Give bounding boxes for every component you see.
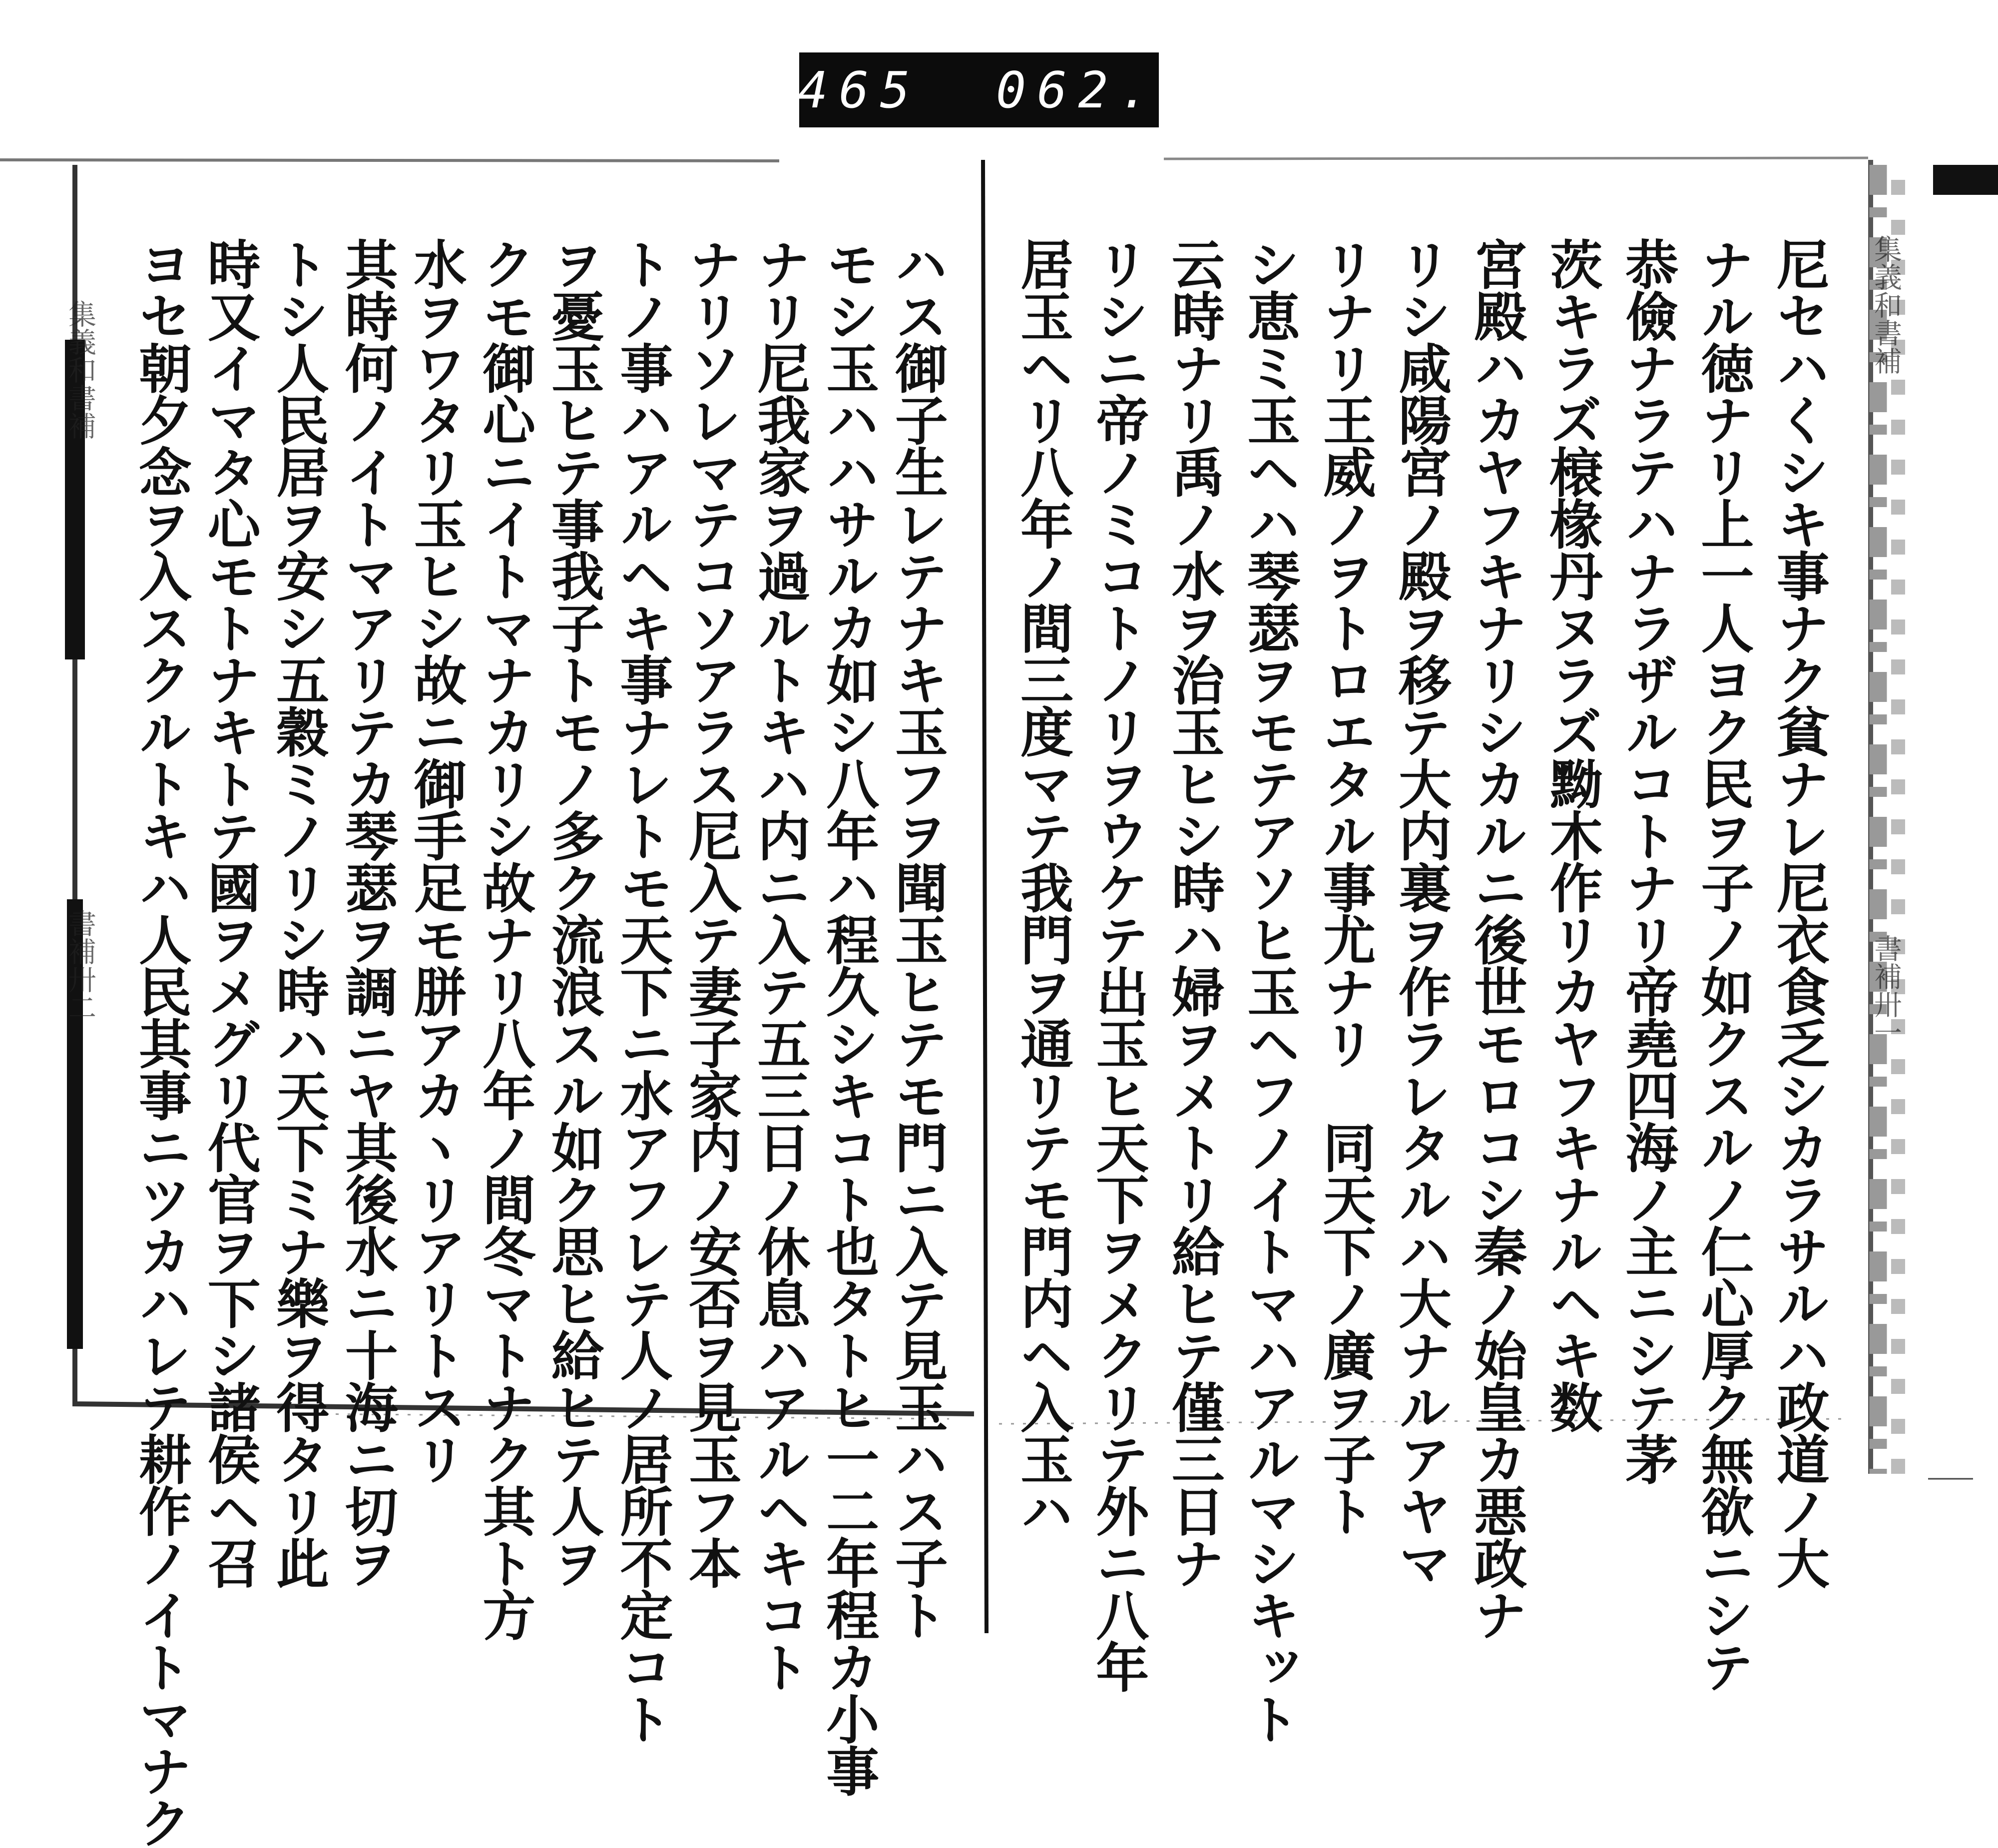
right-margin-title: 集義和書補 [1870, 235, 1902, 375]
text-column: ハス御子生レテナキ玉フヲ聞玉ヒテモ門ニ入テ見玉ハス子ト [886, 237, 949, 1640]
frame-number: 062. [996, 60, 1160, 119]
text-column: クモ御心ニイトマナカリシ故ナリ八年ノ間冬マトナク其ト方 [474, 237, 537, 1640]
text-column: 尼セハくシキ事ナク貧ナレ尼衣食乏シカラサルハ政道ノ大 [1768, 237, 1831, 1588]
right-page [997, 150, 1846, 1744]
text-column: 茨キラズ榱椽丹ヌラズ黝木作リカヤフキナルヘキ数 [1541, 237, 1604, 1432]
text-column: トノ事ハアルヘキ事ナレトモ天下ニ水アフレテ人ノ居所不定コト [611, 237, 674, 1744]
left-margin-title: 集義和書補 [64, 300, 96, 440]
right-margin-folio: 書補卅一 [1870, 934, 1902, 1046]
text-column: ナリソレマテコソアラス尼入テ妻子家内ノ安否ヲ見玉フ本 [680, 237, 743, 1588]
text-column: 居玉ヘリ八年ノ間三度マテ我門ヲ通リテモ門内ヘ入玉ハ [1012, 237, 1074, 1536]
text-column: リシニ帝ノミコトノリヲウケテ出玉ヒ天下ヲメクリテ外ニ八年 [1087, 237, 1150, 1692]
text-column: 云時ナリ禹ノ水ヲ治玉ヒシ時ハ婦ヲメトリ給ヒテ僅三日ナ [1163, 237, 1226, 1588]
text-column: モシ玉ハハサルカ如シ八年ハ程久シキコト也タトヒ一二年程カ小事 [818, 237, 881, 1796]
text-column: 宮殿ハカヤフキナリシカルニ後世モロコシ秦ノ始皇カ悪政ナ [1466, 237, 1528, 1640]
text-column: リシ咸陽宮ノ殿ヲ移テ大内裏ヲ作ラレタルハ大ナルアヤマ [1390, 237, 1453, 1588]
left-margin-folio: 書補卅二 [64, 909, 96, 1021]
text-column: トシ人民居ヲ安シ五穀ミノリシ時ハ天下ミナ樂ヲ得タリ此 [268, 237, 331, 1588]
text-column: ナル徳ナリ上一人ヨク民ヲ子ノ如クスルノ仁心厚ク無欲ニシテ [1692, 237, 1755, 1692]
left-page-columns [130, 237, 949, 1848]
text-column: 水ヲワタリ玉ヒシ故ニ御手足モ胼アカヽリアリトスリ [405, 237, 468, 1484]
reel-number: 465 [798, 60, 921, 119]
text-column: 時又イマタ心モトナキトテ國ヲメグリ代官ヲ下シ諸侯ヘ召 [199, 237, 262, 1588]
text-column: ナリ尼我家ヲ過ルトキハ内ニ入テ五三日ノ休息ハアルヘキコト [749, 237, 812, 1692]
text-column: シ恵ミ玉ヘハ琴瑟ヲモテアソヒ玉ヘフノイトマハアルマシキット [1239, 237, 1302, 1744]
text-column: ヲ憂玉ヒテ事我子トモノ多ク流浪スル如ク思ヒ給ヒテ人ヲ [542, 237, 605, 1588]
text-column: 其時何ノイトマアリテカ琴瑟ヲ調ニヤ其後水ニ十海ニ切ヲ [336, 237, 399, 1588]
text-column: リナリ王威ノヲトロエタル事尤ナリ 同天下ノ廣ヲ子ト [1314, 237, 1377, 1536]
microfilm-frame-label [799, 52, 1159, 127]
right-page-columns [1012, 237, 1831, 1744]
text-column: ヨセ朝夕念ヲ入スクルトキハ人民其事ニツカハレテ耕作ノイトマナク [130, 237, 193, 1848]
text-column: 恭儉ナラテハナラザルコトナリ帝堯四海ノ主ニシテ茅 [1617, 237, 1680, 1484]
left-page [115, 150, 964, 1848]
